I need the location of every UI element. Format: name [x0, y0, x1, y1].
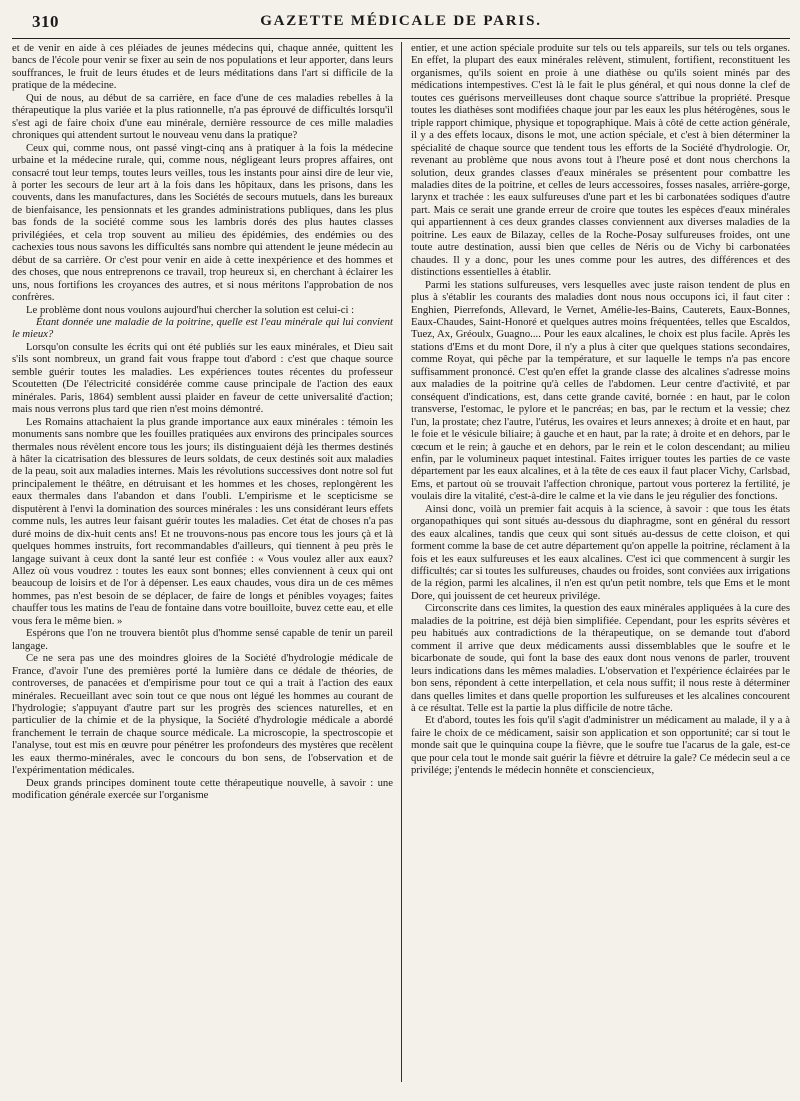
paragraph: Circonscrite dans ces limites, la question des eaux minérales appliquées à la cure des maladies de la poitrine, est déjà bien simplifiée. Cependant, pour les esprits sévères et peu habitués aux contradictions de la thérapeutique, on se demande tout d'abord comment il arrive que deux médicaments aussi dissemblables que le soufre et le bicarbonate de soude, qui font la base des eaux dont nous venons de parler, trouvent leurs indications dans les mêmes maladies. L'observation et l'expérience éclairées par le bon sens, répondent à cette interpellation, et cela nous suffit; il nous reste à déterminer dans quelles limites et dans quelle proportion les sulfureuses et les alcalines concourent à ce résultat. Telle est la partie la plus difficile de notre tâche.	[411, 602, 790, 715]
page-header	[12, 12, 790, 34]
left-column	[12, 42, 401, 1082]
paragraph: Les Romains attachaient la plus grande importance aux eaux minérales : témoin les monuments sans nombre que les fouilles pratiquées aux environs des principales sources thermales nous révèlent encore tous les jours; ils distinguaient déjà les thermes destinés à hâter la cicatrisation des blessures de leurs soldats, de ceux destinés soit aux maladies de la peau, soit aux maladies internes. Mais les révolutions successives dont notre sol fut principalement le théâtre, en détruisant et les hommes et les choses, replongèrent les eaux thermales dans l'abandon et dans l'oubli. L'empirisme et le scepticisme se disputèrent à l'envi la domination des sources minérales : les uns considérant leurs effets comme nuls, les autres leur faisant guérir toutes les maladies. Cet état de choses n'a pas duré moins de dix-huit cents ans! Et ne trouvons-nous pas encore tous les jours çà et là quelques hommes instruits, fort recommandables d'ailleurs, qui tiennent à peu près le langage suivant à ceux dont la santé leur est confiée : « Vous voulez aller aux eaux? Allez où vous voudrez : toutes les eaux sont bonnes; elles conviennent à ceux qui ont beaucoup de loisirs et de l'or à dépenser. Les eaux chaudes, vous dira un de ces mêmes hommes, pas n'est besoin de se déplacer, de faire de longs et pénibles voyages; faites chauffer tous les matins de l'eau de fontaine dans votre bouilloite, buvez cette eau, et elle vous fera le même bien. »	[12, 415, 393, 627]
journal-title: GAZETTE MÉDICALE DE PARIS.	[260, 13, 542, 29]
paragraph: Deux grands principes dominent toute cette thérapeutique nouvelle, à savoir : une modification générale exercée sur l'organisme	[12, 776, 393, 802]
paragraph: Ainsi donc, voilà un premier fait acquis à la science, à savoir : que tous les états organopathiques qui sont situés au-dessous du diaphragme, sont en général du ressort des eaux alcalines, tandis que ceux qui sont situés au-dessus de cette cloison, et qui forment comme la base de cet autre département qu'on appelle la poitrine, réclament à la fois et les eaux sulfureuses et les eaux alcalines. C'est ici que commencent à surgir les difficultés; car si toutes les sulfureuses, chaudes ou froides, sont conviées aux irrigations de la région, parmi les alcalines, il n'en est qu'un petit nombre, tels que Ems et le mont Dore, qui jouissent de cet heureux privilége.	[411, 502, 790, 602]
paragraph: entier, et une action spéciale produite sur tels ou tels appareils, sur tels ou tels organes. En effet, la plupart des eaux minérales relèvent, stimulent, fortifient, reconstituent les organismes, qu'ils soient en proie à une diathèse ou qu'ils soient minés par des médications intempestives. C'est là le fait le plus général, et qui nous donne la clef de toutes ces guérisons merveilleuses dont chaque source s'attribue la propriété. Presque toutes les diathèses sont modifiées chaque jour par les eaux les plus hétérogènes, sous le triple rapport chimique, physique et topographique. Mais à côté de cette action générale, il y a des effets locaux, disons le mot, une action spéciale, et c'est à bien déterminer la spécialité de chaque source que tendent tous les efforts de la Société d'hydrologie. Or, revenant au problème que nous avons tout à l'heure posé et dont nous cherchons la solution, deux grandes classes d'eaux minérales se présentent pour combattre les maladies dites de la poitrine, et celles de leurs accessoires, fosses nasales, arrière-gorge, larynx et trachée : les eaux sulfureuses d'une part et les bi carbonatées sodiques d'autre part. Mais ce serait une grande erreur de croire que toutes les espèces d'eaux minérales qui appartiennent à ces deux grandes classes conviennent aux diverses maladies de la poitrine. Les eaux de Bilazay, celles de la Roche-Posay sulfureuses froides, ont une toute autre destination, aussi bien que celles de Néris ou de Vichy bi carbonatées chaudes. Il y a donc, pour les unes comme pour les autres, des différences et des distinctions essentielles à établir.	[411, 42, 790, 279]
paragraph: Lorsqu'on consulte les écrits qui ont été publiés sur les eaux minérales, et Dieu sait s'ils sont nombreux, un grand fait vous frappe tout d'abord : c'est que chaque source semble guérir toutes les maladies. Les expériences toutes récentes du professeur Scoutetten (De l'électricité considérée comme cause principale de l'action des eaux minérales. Paris, 1864) semblent aussi plaider en faveur de cette universalité d'action; mais nous verrons plus tard que rien n'est moins démontré.	[12, 340, 393, 416]
paragraph: Parmi les stations sulfureuses, vers lesquelles avec juste raison tendent de plus en plus à s'établir les courants des maladies dont nous nous occupons ici, il faut citer : Enghien, Pierrefonds, Allevard, le Vernet, Amélie-les-Bains, Cauterets, Eaux-Bonnes, Eaux-Chaudes, Saint-Honoré et quelques autres moins fréquentées, telles que Escaldos, Tuez, Ax, Gréoulx, Guagno.... Pour les eaux alcalines, le choix est plus facile. Après les stations d'Ems et du mont Dore, il n'y a plus à citer que quelques stations secondaires, comme Royat, qui pêche par la température, et sur laquelle le temps n'a pas encore suffisamment prononcé. C'est qu'en effet la grande classe des alcalines s'adresse moins aux maladies de la poitrine qu'à celles de l'abdomen. Leur centre d'activité, et par conséquent d'indications, est, dans cette grande cavité, bornée : en haut, par le colon transverse, l'estomac, le pylore et le pancréas; en bas, par le rectum et la vessie; chez l'un, la prostate; chez l'autre, l'utérus, les ovaires et leurs annexes; à droite et en haut, par le foie et le vésicule biliaire; à gauche et en haut, par la rate; à droite et en dehors, par le cœcum et le rein; à gauche et en dehors, par le rein et le colon descendant; au milieu enfin, par le volumineux paquet intestinal. Faites irriguer toutes les parties de ce vaste département par les eaux alcalines, et à la tête de ces eaux il faut placer Vichy, Carlsbad, Ems, et partout où se trouvait l'affection chronique, partout vous porterez la fertilité, je voulais dire la vitalité, c'est-à-dire le calme et la vie dans le jeu régulier des fonctions.	[411, 278, 790, 503]
paragraph: Le problème dont nous voulons aujourd'hui chercher la solution est celui-ci :	[26, 303, 355, 316]
paragraph: Ceux qui, comme nous, ont passé vingt-cinq ans à pratiquer à la fois la médecine urbaine et la médecine rurale, qui, comme nous, négligeant leurs propres affaires, ont consacré tout leur temps, toutes leurs veilles, tous les instants pour ainsi dire de leur vie, à porter les secours de leur art à la fois dans les hôpitaux, dans les prisons, dans les couvents, dans les manufactures, dans les Sociétés de secours mutuels, dans les bureaux de bienfaisance, les pensionnats et les grandes administrations publiques, dans les plus bas fonds de la société comme sous les lambris dorés des plus hautes classes privilégiées, et cela trop souvent au milieu des épidémies, des endémies ou des cachexies tous nous savons les difficultés sans nombre qui attendent le jeune médecin au début de sa carrière. Or c'est pour venir en aide à cette inexpérience et des hommes et des choses, que nous entreprenons ce travail, trop heureux si, en cherchant à éclairer les uns, nous fortifions les croyances des autres, et si nous méritons l'approbation de nos confrères.	[12, 141, 393, 304]
paragraph: Qui de nous, au début de sa carrière, en face d'une de ces maladies rebelles à la thérapeutique la plus variée et la plus rationnelle, n'a pas éprouvé de difficultés lorsqu'il s'est agi de faire choix d'une eau minérale, dernière ressource de ces mille maladies chroniques qui attendent surtout le nouveau venu dans la pratique?	[12, 91, 393, 142]
right-column	[401, 42, 790, 1082]
paragraph: Ce ne sera pas une des moindres gloires de la Société d'hydrologie médicale de France, d'avoir l'une des premières porté la lumière dans ce dédale de théories, de controverses, de panacées et d'empirisme pour tout ce qui a trait à l'action des eaux minérales. Recueillant avec soin tout ce que nous ont légué les hommes au courant de l'hydrologie; s'appuyant d'autre part sur les progrès des sciences naturelles, et en particulier de la chimie et de la physique, la Société d'hydrologie médicale a abordé franchement le terrain de chaque source médicale. La microscopie, la spectroscopie et l'analyse, tout est mis en œuvre pour pénétrer les profondeurs des mystères que recèlent les eaux thermo-minérales, avec le concours du bon sens, de l'observation et de l'expérimentation médicales.	[12, 652, 393, 777]
paragraph: Étant donnée une maladie de la poitrine, quelle est l'eau minérale qui lui convient le mieux?	[12, 315, 393, 341]
article-columns	[12, 42, 790, 1082]
paragraph: Et d'abord, toutes les fois qu'il s'agit d'administrer un médicament au malade, il y a à faire le choix de ce médicament, saisir son application et son opportunité; car si tout le monde sait que le quinquina coupe la fièvre, que le soufre tue l'acarus de la gale, est-ce que pour cela tout le monde sait guérir la fièvre et détruire la gale? Ce médecin seul a ce privilége; j'entends le médecin honnête et consciencieux,	[411, 714, 790, 777]
page-number: 310	[32, 12, 59, 31]
paragraph: et de venir en aide à ces pléiades de jeunes médecins qui, chaque année, quittent les bancs de l'école pour venir se fixer au sein de nos populations et leur apporter, dans leurs souffrances, le fruit de leurs études et de leurs méditations dans l'art si difficile de la pratique de la médecine.	[12, 42, 393, 92]
paragraph: Espérons que l'on ne trouvera bientôt plus d'homme sensé capable de tenir un pareil langage.	[12, 627, 393, 652]
header-rule	[12, 38, 790, 39]
